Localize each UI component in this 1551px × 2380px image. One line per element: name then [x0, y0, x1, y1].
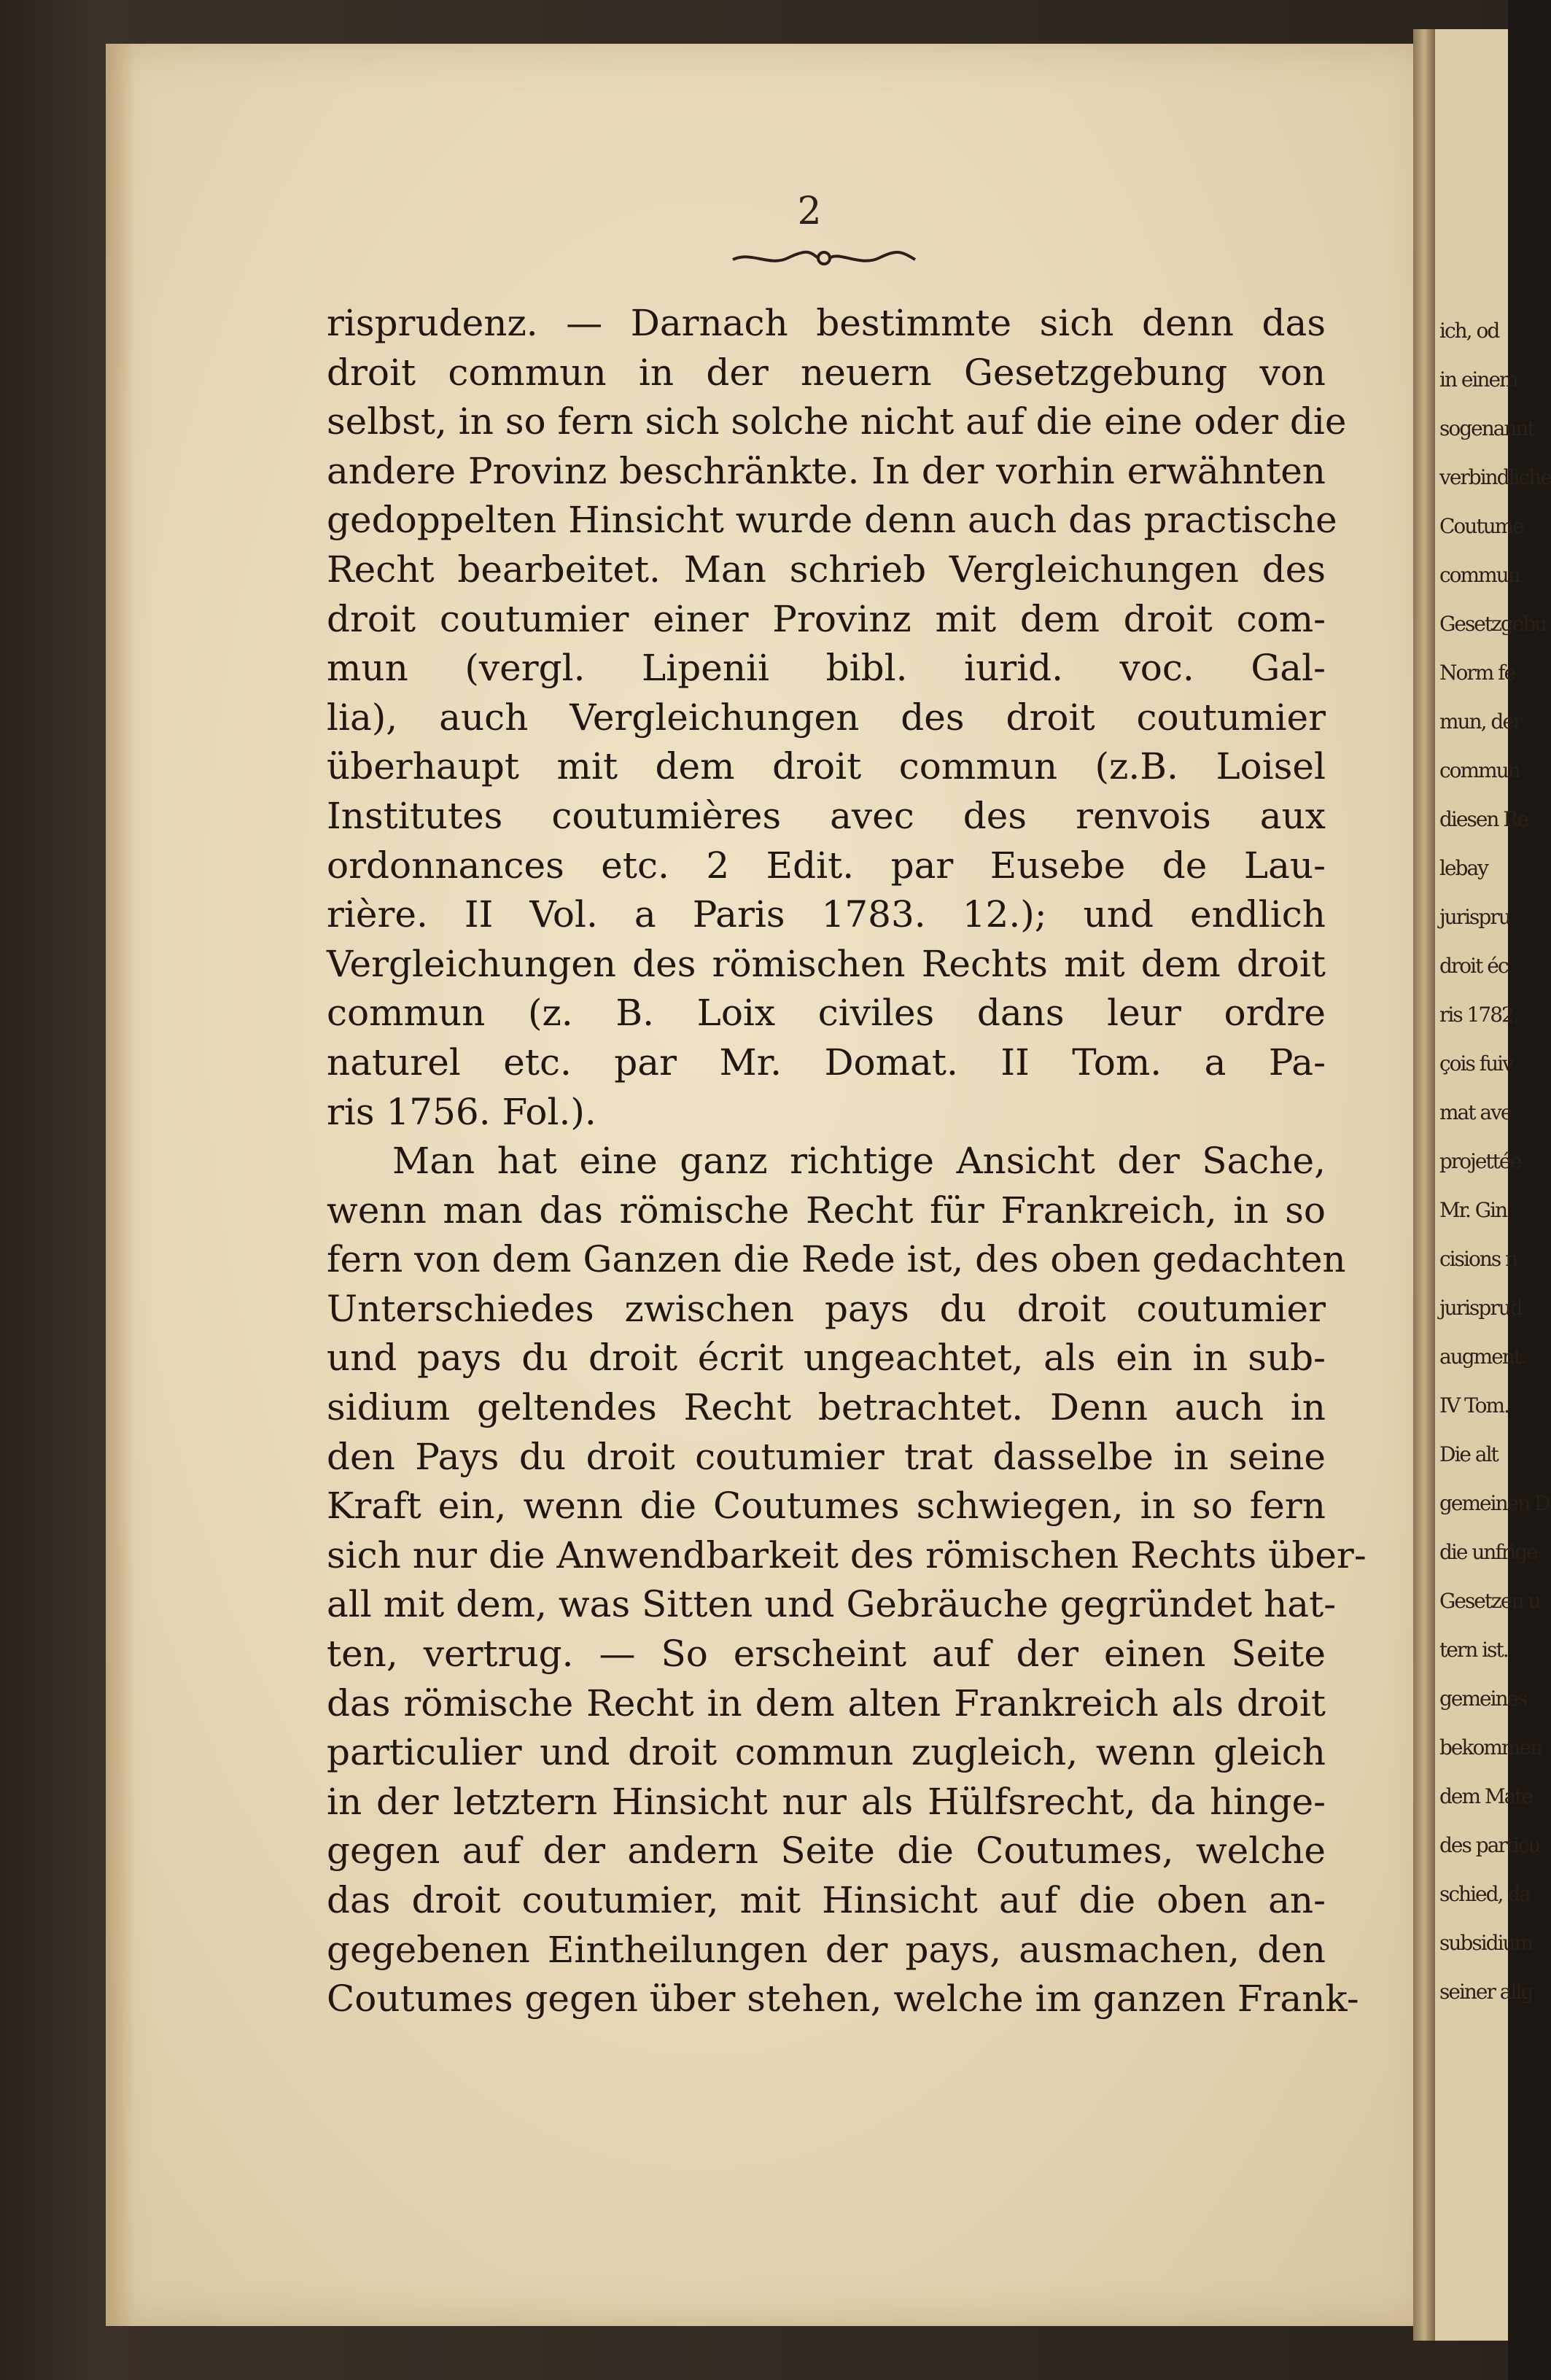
text-line: fern von dem Ganzen die Rede ist, des oben gedachten — [327, 1238, 1346, 1281]
facing-page-fragment: des particu — [1439, 1833, 1540, 1857]
facing-page-fragment: gemeinen D — [1439, 1491, 1550, 1515]
text-line: Unterschiedes zwischen pays du droit coutumier — [327, 1287, 1326, 1330]
facing-page-fragment: tern ist. — [1439, 1638, 1508, 1662]
text-line: das droit coutumier, mit Hinsicht auf die oben an- — [327, 1879, 1326, 1921]
facing-page-fragment: gemeines — [1439, 1687, 1527, 1711]
facing-page-fragment: verbindliche — [1439, 465, 1551, 489]
facing-page-fragment: ris 1782. — [1439, 1003, 1518, 1027]
text-line: gedoppelten Hinsicht wurde denn auch das practische — [327, 499, 1337, 542]
text-line: sich nur die Anwendbarkeit des römischen Rechts über- — [327, 1533, 1367, 1576]
text-line: Institutes coutumières avec des renvois aux — [327, 794, 1326, 837]
text-line: Man hat eine ganz richtige Ansicht der Sache, — [392, 1140, 1326, 1183]
facing-page-fragment: çois fuiv — [1439, 1051, 1512, 1076]
facing-page-fragment: in einem — [1439, 368, 1517, 392]
facing-page-fragment: IV Tom. — [1439, 1393, 1509, 1418]
facing-page-fragment: dem Mate — [1439, 1784, 1533, 1808]
text-line: gegebenen Eintheilungen der pays, ausmachen, den — [327, 1928, 1326, 1971]
facing-page-fragment: diesen Re — [1439, 807, 1528, 831]
facing-page-fragment: droit éc — [1439, 954, 1508, 978]
facing-page-fragment: seiner allg — [1439, 1980, 1533, 2004]
facing-page-fragment: Gesetzen u — [1439, 1589, 1540, 1613]
text-line: gegen auf der andern Seite die Coutumes, welche — [327, 1829, 1326, 1872]
text-line: ordonnances etc. 2 Edit. par Eusebe de Lau- — [327, 844, 1326, 887]
facing-page-fragment: Gesetzgebu — [1439, 612, 1547, 636]
text-line: Coutumes gegen über stehen, welche im ganzen Frank- — [327, 1978, 1359, 2021]
facing-page-fragment: Die alt — [1439, 1442, 1498, 1466]
page-number: 2 — [797, 190, 822, 233]
text-line: sidium geltendes Recht betrachtet. Denn auch in — [327, 1386, 1326, 1429]
facing-page-fragment: Coutume — [1439, 514, 1523, 538]
facing-page-fragment: subsidium — [1439, 1931, 1533, 1955]
text-line: andere Provinz beschränkte. In der vorhin erwähnten — [327, 449, 1326, 492]
facing-page-fragment: augment. — [1439, 1345, 1525, 1369]
text-line: selbst, in so fern sich solche nicht auf die eine oder die — [327, 400, 1347, 443]
text-line: mun (vergl. Lipenii bibl. iurid. voc. Gal- — [327, 647, 1326, 690]
text-line: Vergleichungen des römischen Rechts mit dem droit — [327, 942, 1326, 985]
text-line: Recht bearbeitet. Man schrieb Vergleichungen des — [327, 548, 1326, 591]
facing-page-fragment: bekommen — [1439, 1735, 1542, 1759]
text-line: droit coutumier einer Provinz mit dem droit com- — [327, 597, 1326, 640]
text-line: wenn man das römische Recht für Frankreich, in so — [327, 1189, 1326, 1232]
facing-page-fragment: Mr. Gin — [1439, 1198, 1507, 1222]
facing-page-fragment: commun — [1439, 563, 1520, 587]
text-line: in der letztern Hinsicht nur als Hülfsrecht, da hinge- — [327, 1780, 1326, 1823]
facing-page-edge — [1435, 29, 1551, 2341]
text-line: particulier und droit commun zugleich, wenn gleich — [327, 1731, 1326, 1774]
text-line: den Pays du droit coutumier trat dasselbe in seine — [327, 1435, 1326, 1478]
facing-page-fragment: projettée — [1439, 1149, 1521, 1173]
text-line: ris 1756. Fol.). — [327, 1090, 596, 1133]
facing-page-fragment: die unfrige — [1439, 1540, 1537, 1564]
page-header — [321, 190, 1269, 277]
facing-page-fragment: cisions n — [1439, 1247, 1517, 1271]
text-line: naturel etc. par Mr. Domat. II Tom. a Pa- — [327, 1041, 1326, 1084]
facing-page-fragment: jurisprud — [1439, 1296, 1522, 1320]
text-line: ten, vertrug. — So erscheint auf der einen Seite — [327, 1633, 1326, 1676]
body-text — [327, 299, 1367, 2024]
text-line: commun (z. B. Loix civiles dans leur ordre — [327, 992, 1326, 1035]
text-line: all mit dem, was Sitten und Gebräuche gegründet hat- — [327, 1583, 1337, 1626]
facing-page-fragment: ich, od — [1439, 319, 1499, 343]
text-line: das römische Recht in dem alten Frankreich als droit — [327, 1681, 1326, 1724]
text-line: und pays du droit écrit ungeachtet, als ein in sub- — [327, 1337, 1326, 1380]
text-line: Kraft ein, wenn die Coutumes schwiegen, in so fern — [327, 1485, 1326, 1528]
book-spine — [1413, 29, 1435, 2341]
text-line: rière. II Vol. a Paris 1783. 12.); und endlich — [327, 893, 1326, 936]
facing-page-fragment: commun — [1439, 758, 1520, 782]
facing-page-fragment: jurispru — [1439, 905, 1510, 929]
facing-page-fragment: lebay — [1439, 856, 1488, 880]
facing-page-fragment: Norm fe — [1439, 661, 1515, 685]
facing-page-fragment: mat ave — [1439, 1100, 1512, 1124]
vine-ornament-icon — [729, 248, 919, 268]
text-line: lia), auch Vergleichungen des droit coutumier — [327, 696, 1326, 739]
text-line: risprudenz. — Darnach bestimmte sich denn das — [327, 302, 1326, 344]
text-line: überhaupt mit dem droit commun (z.B. Loisel — [327, 745, 1326, 788]
facing-page-fragment: sogenannt — [1439, 416, 1534, 440]
facing-page-fragment: mun, der — [1439, 709, 1522, 734]
text-line: droit commun in der neuern Gesetzgebung von — [327, 351, 1326, 394]
facing-page-fragment: schied, da — [1439, 1882, 1530, 1906]
